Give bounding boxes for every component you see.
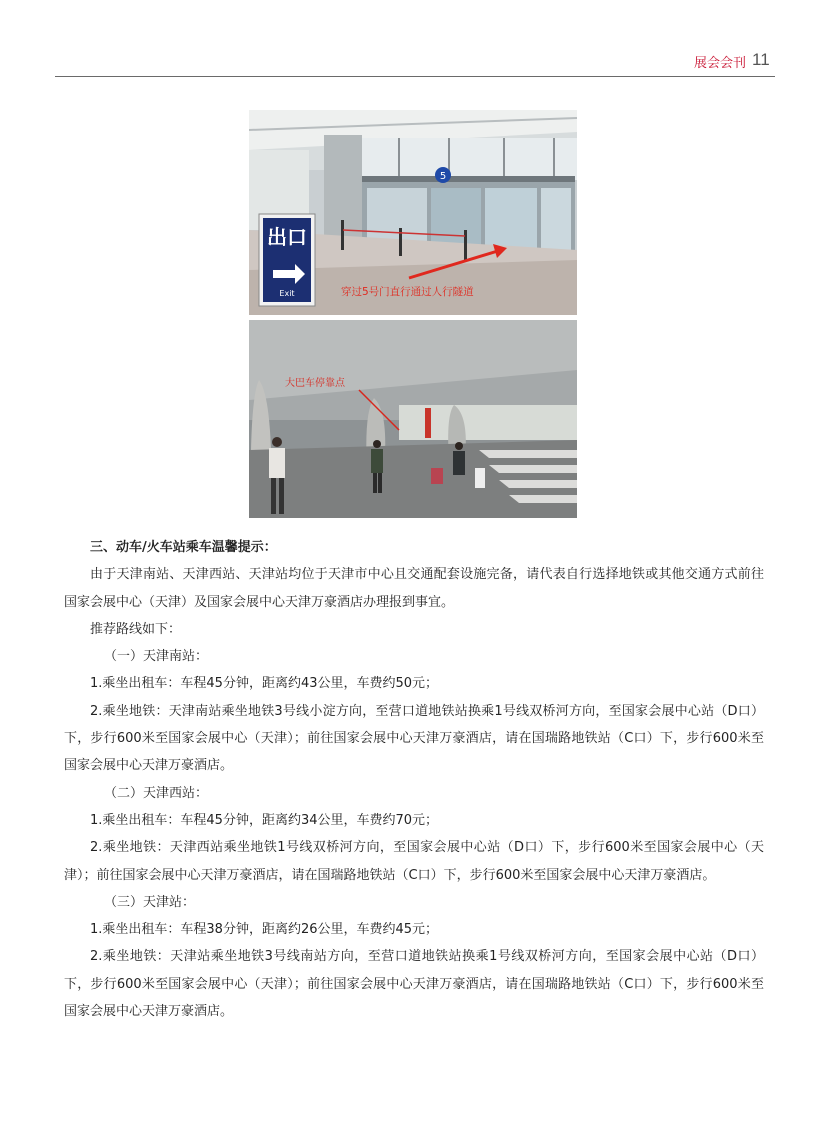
list-item: 1.乘坐出租车：车程38分钟，距离约26公里，车费约45元； [90, 922, 439, 938]
route-intro: 推荐路线如下： [90, 621, 182, 637]
list-item: 1.乘坐出租车：车程45分钟，距离约34公里，车费约70元； [90, 812, 439, 828]
station-heading-central: （三）天津站： [104, 894, 196, 910]
article-body [64, 534, 764, 1025]
photo-caption: 穿过5号门直行通过人行隧道 [341, 286, 474, 298]
list-item: 1.乘坐出租车：车程45分钟，距离约43公里，车费约50元； [90, 676, 439, 692]
gate-number: 5 [439, 171, 447, 182]
intro-paragraph: 由于天津南站、天津西站、天津站均位于天津市中心且交通配套设施完备，请代表自行选择地铁或其他交通方式前往国家会展中心（天津）及国家会展中心天津万豪酒店办理报到事宜。 [64, 567, 764, 610]
bus-stop-photo [249, 320, 577, 518]
terminal-gate-photo [249, 110, 577, 315]
exit-sign-label: 出口 [267, 225, 307, 249]
photo-caption-bus: 大巴车停靠点 [285, 378, 345, 389]
exit-sign [259, 214, 315, 306]
station-heading-west: （二）天津西站： [104, 785, 209, 801]
exit-sign-english: Exit [279, 289, 295, 298]
list-item: 2.乘坐地铁：天津西站乘坐地铁1号线双桥河方向，至国家会展中心站（D口）下，步行600米至国家会展中心（天津）；前往国家会展中心天津万豪酒店，请在国瑞路地铁站（C口）下，步行600米至国家会展中心天津万豪酒店。 [64, 840, 764, 883]
station-heading-south: （一）天津南站： [104, 649, 209, 665]
bus-stop-illustration [249, 320, 577, 518]
header-divider [55, 76, 775, 77]
section-heading: 三、动车/火车站乘车温馨提示： [90, 540, 277, 555]
publication-title: 展会会刊 [693, 56, 746, 71]
list-item: 2.乘坐地铁：天津南站乘坐地铁3号线小淀方向，至营口道地铁站换乘1号线双桥河方向，至国家会展中心站（D口）下，步行600米至国家会展中心（天津）；前往国家会展中心天津万豪酒店，请在国瑞路地铁站（C口）下，步行600米至国家会展中心天津万豪酒店。 [64, 703, 764, 774]
list-item: 2.乘坐地铁：天津站乘坐地铁3号线南站方向，至营口道地铁站换乘1号线双桥河方向，至国家会展中心站（D口）下，步行600米至国家会展中心（天津）；前往国家会展中心天津万豪酒店，请在国瑞路地铁站（C口）下，步行600米至国家会展中心天津万豪酒店。 [64, 949, 764, 1020]
page-number: 11 [752, 50, 770, 69]
